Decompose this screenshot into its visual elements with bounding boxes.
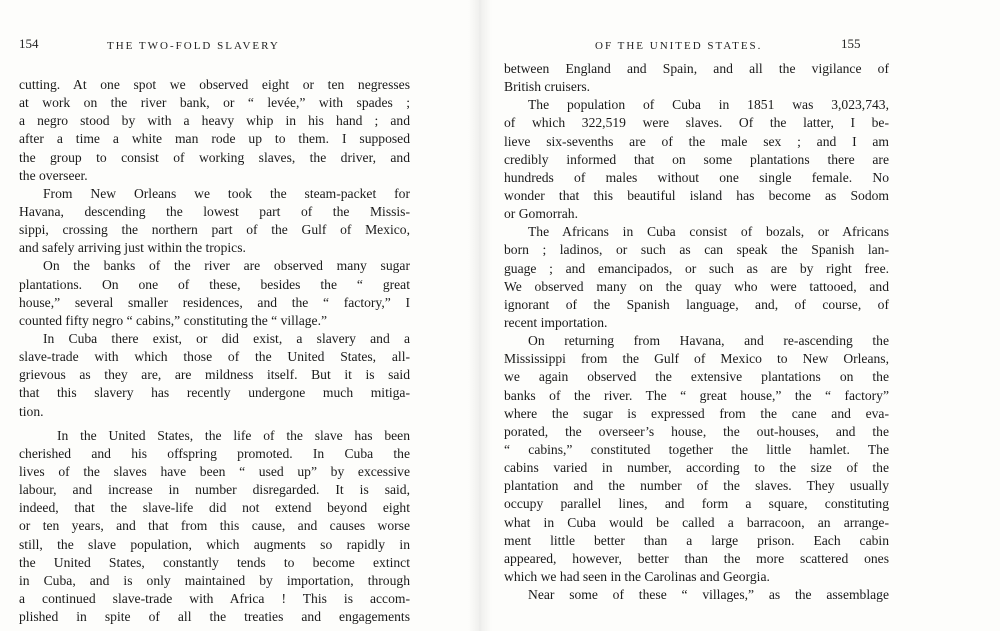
left-page bbox=[0, 0, 470, 631]
text-line: Havana, descending the lowest part of the Missis- bbox=[19, 203, 410, 219]
text-line: we again observed the extensive plantations on the bbox=[504, 369, 889, 385]
text-line: that this slavery has recently undergone much mitiga- bbox=[19, 385, 410, 401]
text-line: which we had seen in the Carolinas and Georgia. bbox=[504, 568, 770, 584]
text-line: “ cabins,” constituted together the little hamlet. The bbox=[504, 441, 889, 457]
text-line: appeared, however, better than the more scattered ones bbox=[504, 550, 889, 566]
text-line: at work on the river bank, or “ levée,” with spades ; bbox=[19, 95, 410, 111]
text-line: ment little better than a large prison. Each cabin bbox=[504, 532, 889, 548]
text-line: tion. bbox=[19, 403, 44, 419]
text-line: slave-trade with which those of the United States, all- bbox=[19, 349, 410, 365]
text-line: of which 322,519 were slaves. Of the latter, I be- bbox=[504, 115, 889, 131]
left-running-head: THE TWO-FOLD SLAVERY bbox=[107, 40, 280, 52]
text-line: sippi, crossing the northern part of the Gulf of Mexico, bbox=[19, 222, 410, 238]
text-line: British cruisers. bbox=[504, 79, 591, 95]
text-line: what in Cuba would be called a barracoon, an arrange- bbox=[504, 514, 889, 530]
text-line: the group to consist of working slaves, the driver, and bbox=[19, 149, 410, 165]
text-line: On the banks of the river are observed many sugar bbox=[43, 258, 410, 274]
right-page-text bbox=[504, 60, 889, 604]
text-line: and safely arriving just within the tropics. bbox=[19, 240, 246, 256]
text-line: The population of Cuba in 1851 was 3,023,743, bbox=[528, 97, 889, 113]
text-line: or ten years, and that from this cause, and causes worse bbox=[19, 518, 410, 534]
text-line: From New Orleans we took the steam-packet for bbox=[43, 185, 410, 201]
text-line: lives of the slaves have been “ used up” by excessive bbox=[19, 463, 410, 479]
text-line: wonder that this beautiful island has become as Sodom bbox=[504, 187, 889, 203]
text-line: cherished and his offspring promoted. In Cuba the bbox=[19, 445, 410, 461]
text-line: counted fifty negro “ cabins,” constituting the “ village.” bbox=[19, 312, 328, 328]
text-line: plished in spite of all the treaties and engagements bbox=[19, 609, 410, 625]
text-line: indeed, that the slave-life did not extend beyond eight bbox=[19, 500, 410, 516]
text-line: the United States, constantly tends to become extinct bbox=[19, 554, 410, 570]
left-page-text bbox=[19, 76, 410, 626]
text-line: grievous as they are, are mildness itself. But it is said bbox=[19, 367, 410, 383]
text-line: Mississippi from the Gulf of Mexico to New Orleans, bbox=[504, 351, 889, 367]
text-line: In the United States, the life of the slave has been bbox=[57, 427, 410, 443]
right-page bbox=[480, 0, 1000, 631]
text-line: labour, and increase in number disregarded. It is said, bbox=[19, 482, 410, 498]
right-running-head: OF THE UNITED STATES. bbox=[595, 40, 763, 52]
text-line: ignorant of the Spanish language, and, of course, of bbox=[504, 296, 889, 312]
text-line: recent importation. bbox=[504, 314, 608, 330]
text-line: between England and Spain, and all the vigilance of bbox=[504, 61, 889, 76]
text-line: a continued slave-trade with Africa ! This is accom- bbox=[19, 590, 410, 606]
text-line: occupy parallel lines, and form a square, constituting bbox=[504, 496, 889, 512]
text-line: house,” several smaller residences, and the “ factory,” I bbox=[19, 294, 410, 310]
text-line: In Cuba there exist, or did exist, a slavery and a bbox=[43, 330, 410, 346]
text-line: hundreds of males without one single female. No bbox=[504, 169, 889, 185]
text-line: the overseer. bbox=[19, 167, 88, 183]
text-line: plantations. On one of these, besides the “ great bbox=[19, 276, 410, 292]
text-line: guage ; and emancipados, or such as are by right free. bbox=[504, 260, 889, 276]
text-line: banks of the river. The “ great house,” the “ factory” bbox=[504, 387, 889, 403]
text-line: after a time a white man rode up to them. I supposed bbox=[19, 131, 410, 147]
text-line: credibly informed that on some plantations there are bbox=[504, 151, 889, 167]
text-line: where the sugar is expressed from the cane and eva- bbox=[504, 405, 889, 421]
text-line: The Africans in Cuba consist of bozals, or Africans bbox=[528, 224, 889, 240]
text-line: born ; ladinos, or such as can speak the Spanish lan- bbox=[504, 242, 889, 258]
text-line: or Gomorrah. bbox=[504, 206, 578, 222]
text-line: We observed many on the quay who were tattooed, and bbox=[504, 278, 889, 294]
text-line: a negro stood by with a heavy whip in his hand ; and bbox=[19, 113, 410, 129]
text-line: still, the slave population, which augments so rapidly in bbox=[19, 536, 410, 552]
text-line: Near some of these “ villages,” as the assemblage bbox=[528, 587, 889, 603]
right-page-number: 155 bbox=[841, 36, 861, 51]
left-page-number: 154 bbox=[19, 36, 39, 51]
text-line: cutting. At one spot we observed eight or ten negresses bbox=[19, 77, 410, 92]
text-line: in Cuba, and is only maintained by importation, through bbox=[19, 572, 410, 588]
text-line: lieve six-sevenths are of the male sex ; and I am bbox=[504, 133, 889, 149]
text-line: On returning from Havana, and re-ascending the bbox=[528, 333, 889, 349]
text-line: porated, the overseer’s house, the out-houses, and the bbox=[504, 423, 889, 439]
text-line: cabins varied in number, according to the size of the bbox=[504, 460, 889, 476]
text-line: plantation and the number of the slaves. They usually bbox=[504, 478, 889, 494]
